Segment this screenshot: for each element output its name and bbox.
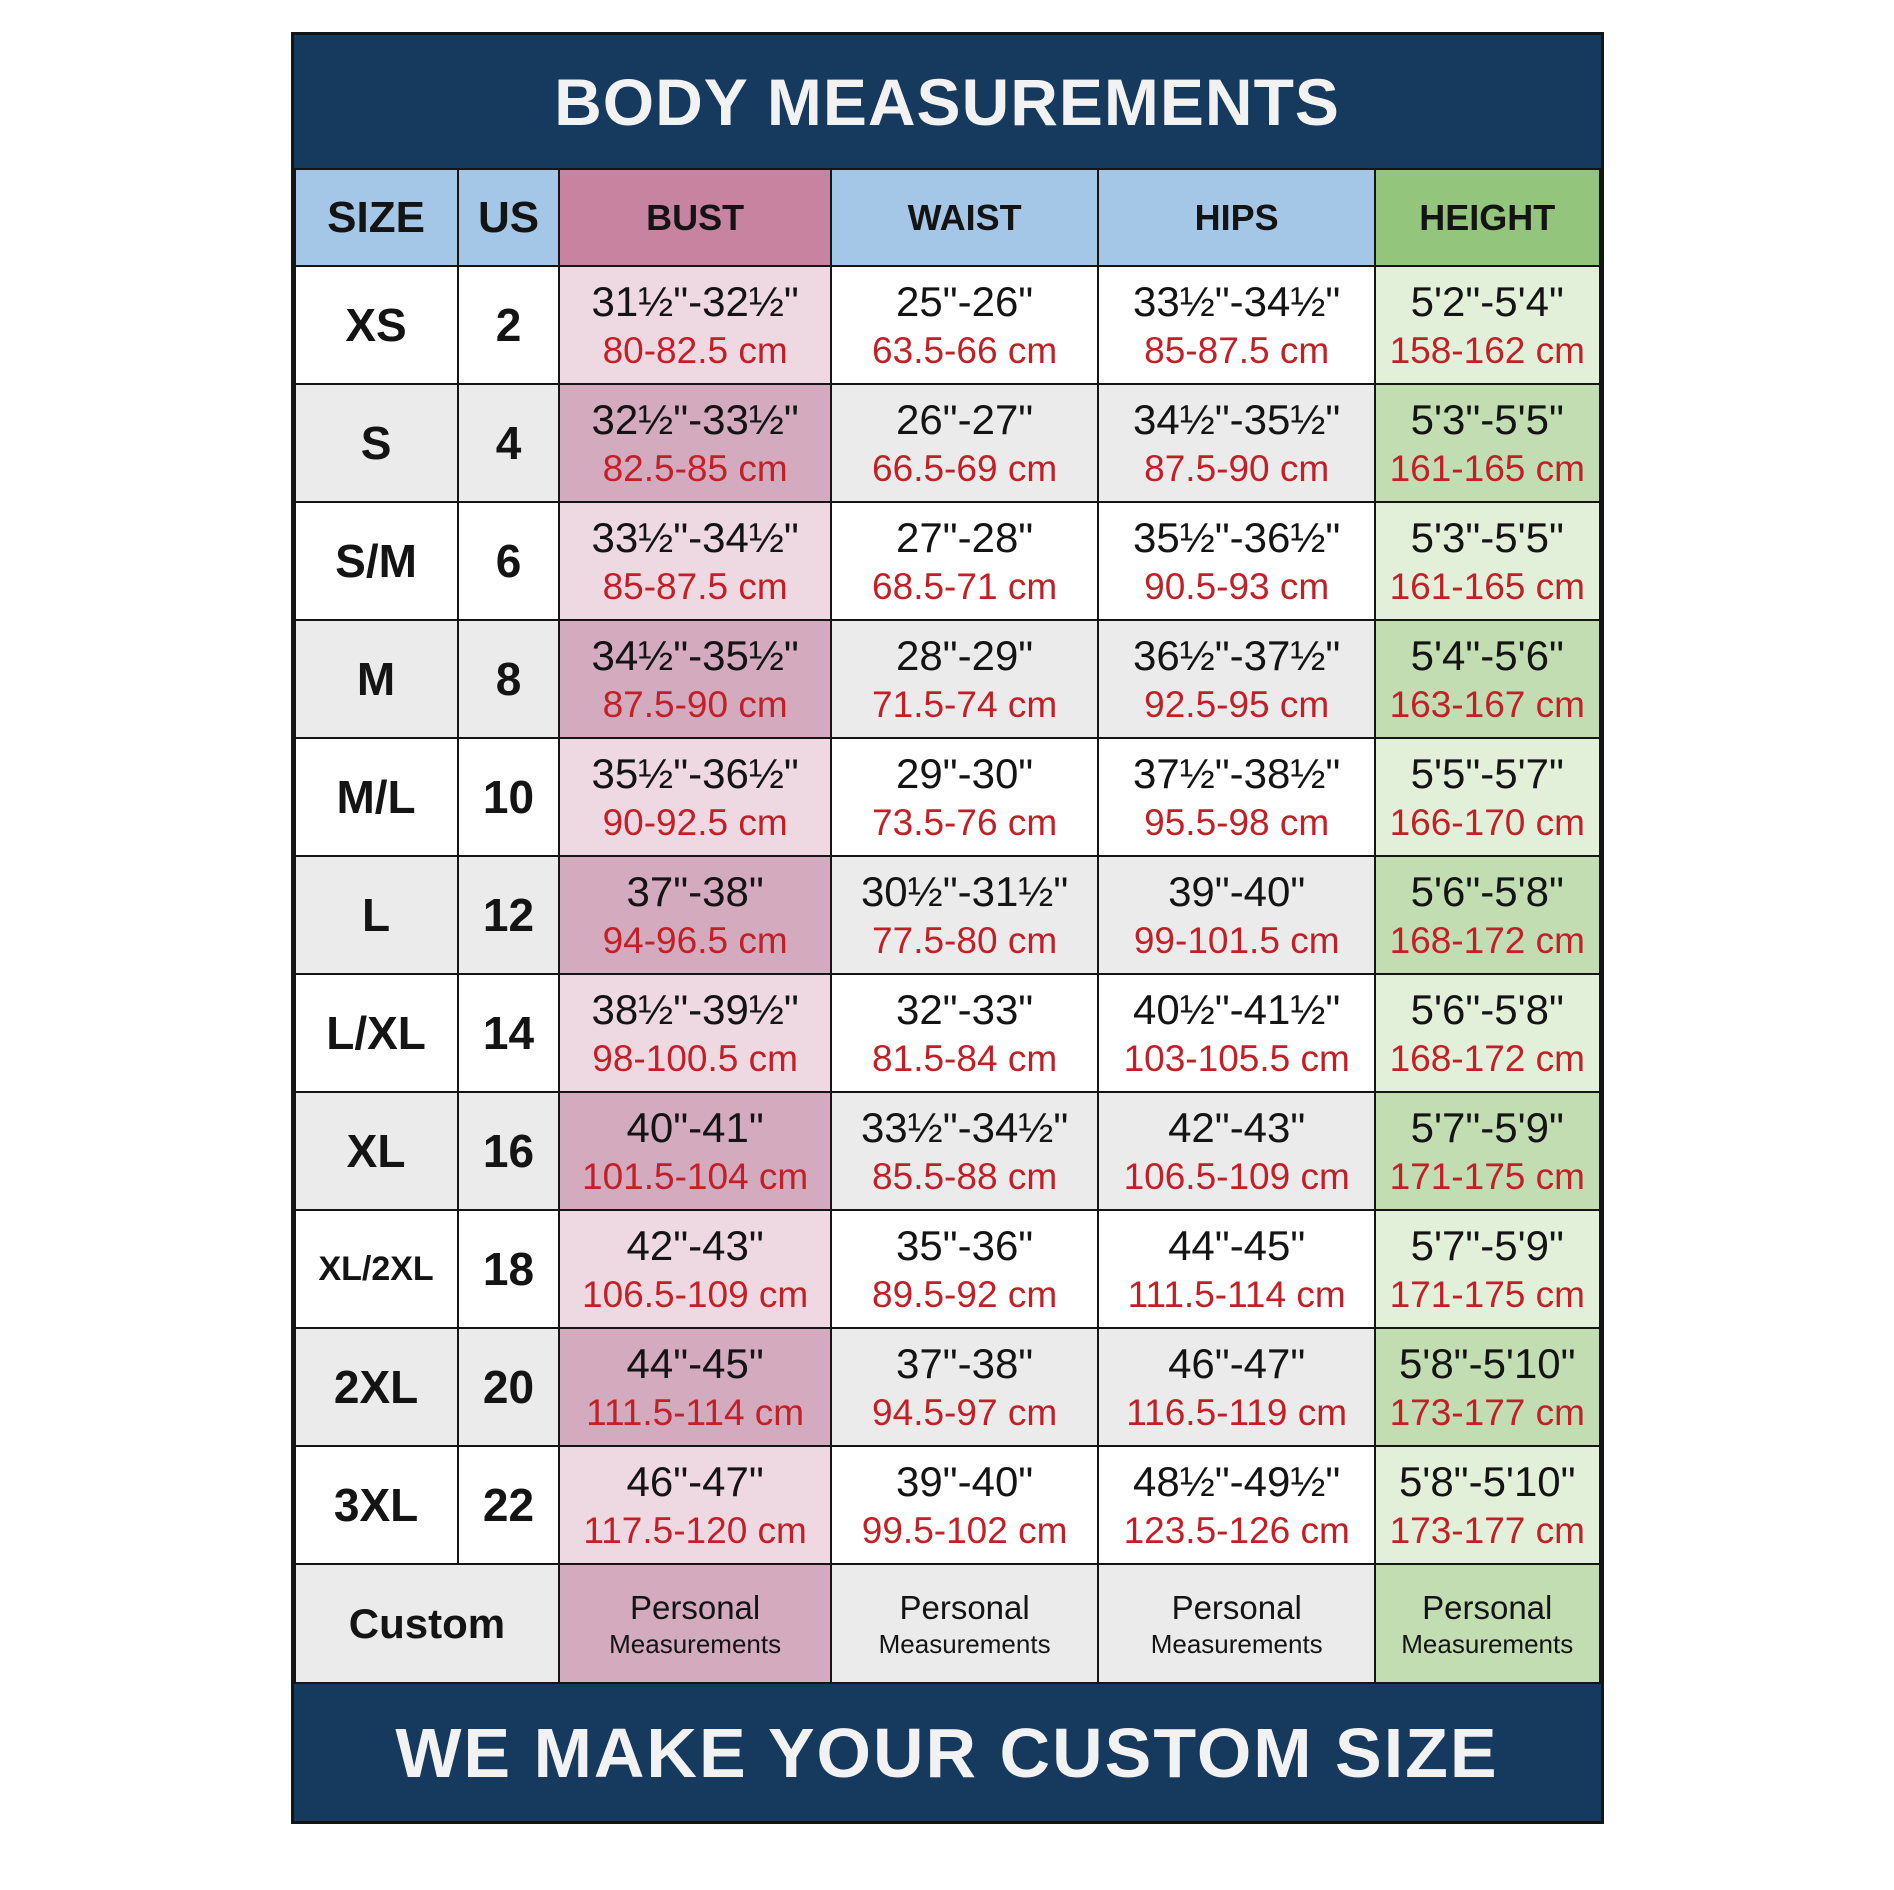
waist-cm: 89.5-92 cm: [872, 1274, 1058, 1315]
bust-cm: 106.5-109 cm: [582, 1274, 809, 1315]
footer-banner: [294, 1684, 1601, 1821]
height-cm: 161-165 cm: [1389, 566, 1585, 607]
bust-inches: 34½"-35½": [591, 631, 799, 679]
us-size-number: 12: [482, 889, 535, 941]
custom-waist-measurements: Measurements: [878, 1628, 1051, 1659]
height-cm: 171-175 cm: [1389, 1274, 1585, 1315]
table-body: [295, 266, 1600, 1564]
size-cell: [295, 1092, 458, 1210]
bust-cm: 82.5-85 cm: [602, 448, 788, 489]
hips-inches: 48½"-49½": [1133, 1457, 1341, 1505]
waist-cell: [831, 502, 1099, 620]
height-cell: [1375, 266, 1599, 384]
us-cell: [458, 384, 560, 502]
table-row: [295, 384, 1600, 502]
size-cell: [295, 266, 458, 384]
bust-cell: [559, 738, 830, 856]
waist-cm: 68.5-71 cm: [872, 566, 1058, 607]
hips-cm: 116.5-119 cm: [1126, 1392, 1348, 1433]
bust-cell: [559, 1210, 830, 1328]
waist-inches: 35"-36": [895, 1221, 1034, 1269]
size-chart: [291, 32, 1604, 1824]
height-cm: 161-165 cm: [1389, 448, 1585, 489]
waist-cell: [831, 974, 1099, 1092]
bust-cell: [559, 1446, 830, 1564]
hips-cm: 123.5-126 cm: [1123, 1510, 1350, 1551]
waist-inches: 37"-38": [895, 1339, 1034, 1387]
waist-cm: 99.5-102 cm: [861, 1510, 1068, 1551]
bust-inches: 40"-41": [626, 1103, 764, 1151]
hips-cell: [1098, 1446, 1375, 1564]
height-cm: 173-177 cm: [1389, 1510, 1585, 1551]
custom-row: [295, 1564, 1600, 1683]
column-header-bust: BUST: [559, 169, 830, 266]
size-label: M/L: [336, 771, 416, 823]
size-label: XL/2XL: [318, 1249, 434, 1288]
bust-cell: [559, 1328, 830, 1446]
hips-inches: 34½"-35½": [1133, 395, 1341, 443]
hips-cm: 87.5-90 cm: [1144, 448, 1330, 489]
us-cell: [458, 1328, 560, 1446]
table-row: [295, 502, 1600, 620]
height-inches: 5'8"-5'10": [1398, 1457, 1576, 1505]
us-cell: [458, 502, 560, 620]
waist-cell: [831, 1446, 1099, 1564]
size-label: S: [360, 417, 392, 469]
waist-inches: 28"-29": [895, 631, 1034, 679]
table-row: [295, 620, 1600, 738]
height-cm: 168-172 cm: [1389, 920, 1585, 961]
height-cm: 171-175 cm: [1389, 1156, 1585, 1197]
custom-height-personal: Personal: [1422, 1588, 1553, 1626]
us-size-number: 16: [482, 1125, 535, 1177]
hips-cm: 95.5-98 cm: [1144, 802, 1330, 843]
height-cell: [1375, 1446, 1599, 1564]
waist-cm: 94.5-97 cm: [872, 1392, 1058, 1433]
waist-cell: [831, 266, 1099, 384]
size-cell: [295, 1328, 458, 1446]
bust-cm: 80-82.5 cm: [602, 330, 788, 371]
height-cm: 173-177 cm: [1389, 1392, 1585, 1433]
bust-cell: [559, 384, 830, 502]
height-cm: 168-172 cm: [1389, 1038, 1585, 1079]
custom-label: Custom: [348, 1599, 506, 1647]
hips-inches: 35½"-36½": [1133, 513, 1341, 561]
height-cm: 163-167 cm: [1389, 684, 1585, 725]
height-cell: [1375, 856, 1599, 974]
bust-cm: 117.5-120 cm: [583, 1510, 807, 1551]
size-cell: [295, 974, 458, 1092]
custom-hips-cell: [1098, 1564, 1375, 1683]
hips-cell: [1098, 738, 1375, 856]
hips-inches: 33½"-34½": [1133, 277, 1341, 325]
us-cell: [458, 738, 560, 856]
hips-cm: 92.5-95 cm: [1144, 684, 1330, 725]
us-size-number: 10: [482, 771, 535, 823]
hips-cm: 106.5-109 cm: [1123, 1156, 1350, 1197]
bust-cm: 87.5-90 cm: [602, 684, 788, 725]
waist-cm: 73.5-76 cm: [872, 802, 1058, 843]
waist-cm: 81.5-84 cm: [872, 1038, 1058, 1079]
size-cell: [295, 620, 458, 738]
bust-cm: 85-87.5 cm: [602, 566, 788, 607]
column-header-row: [295, 169, 1600, 266]
size-label: XS: [345, 299, 407, 351]
waist-cell: [831, 384, 1099, 502]
bust-inches: 38½"-39½": [591, 985, 799, 1033]
size-label: L: [362, 889, 391, 941]
custom-hips-measurements: Measurements: [1150, 1628, 1323, 1659]
us-size-number: 22: [482, 1479, 535, 1531]
height-inches: 5'7"-5'9": [1410, 1221, 1564, 1269]
waist-inches: 30½"-31½": [860, 867, 1069, 915]
table-row: [295, 974, 1600, 1092]
us-size-number: 20: [482, 1361, 535, 1413]
size-cell: [295, 856, 458, 974]
hips-cm: 99-101.5 cm: [1133, 920, 1340, 961]
us-cell: [458, 856, 560, 974]
height-cm: 158-162 cm: [1389, 330, 1585, 371]
hips-cell: [1098, 1210, 1375, 1328]
hips-inches: 37½"-38½": [1133, 749, 1341, 797]
table-row: [295, 856, 1600, 974]
bust-inches: 37"-38": [626, 867, 764, 915]
height-cell: [1375, 384, 1599, 502]
custom-waist-personal: Personal: [899, 1588, 1030, 1626]
waist-inches: 27"-28": [895, 513, 1034, 561]
height-cm: 166-170 cm: [1389, 802, 1585, 843]
bust-inches: 35½"-36½": [591, 749, 799, 797]
bust-cm: 90-92.5 cm: [602, 802, 788, 843]
table-row: [295, 1446, 1600, 1564]
waist-cell: [831, 856, 1099, 974]
bust-cell: [559, 1092, 830, 1210]
height-inches: 5'3"-5'5": [1410, 395, 1564, 443]
size-label: 3XL: [333, 1479, 419, 1531]
size-label: 2XL: [333, 1361, 419, 1413]
bust-cell: [559, 974, 830, 1092]
us-cell: [458, 620, 560, 738]
bust-cell: [559, 502, 830, 620]
waist-cell: [831, 1328, 1099, 1446]
size-cell: [295, 502, 458, 620]
height-inches: 5'5"-5'7": [1410, 749, 1564, 797]
hips-cell: [1098, 502, 1375, 620]
hips-cell: [1098, 856, 1375, 974]
table-row: [295, 1092, 1600, 1210]
bust-cm: 98-100.5 cm: [592, 1038, 798, 1079]
table-row: [295, 266, 1600, 384]
height-inches: 5'3"-5'5": [1410, 513, 1564, 561]
bust-cell: [559, 856, 830, 974]
hips-inches: 44"-45": [1168, 1221, 1306, 1269]
table-row: [295, 738, 1600, 856]
us-size-number: 8: [495, 653, 522, 705]
chart-title-banner: [294, 35, 1601, 168]
us-cell: [458, 1092, 560, 1210]
chart-title: BODY MEASUREMENTS: [554, 64, 1340, 139]
table-row: [295, 1210, 1600, 1328]
us-size-number: 14: [482, 1007, 535, 1059]
us-size-number: 6: [495, 535, 522, 587]
custom-row-body: [295, 1564, 1600, 1683]
column-header-waist: WAIST: [831, 169, 1099, 266]
height-inches: 5'6"-5'8": [1410, 867, 1564, 915]
custom-bust-measurements: Measurements: [609, 1628, 782, 1659]
bust-inches: 44"-45": [626, 1339, 764, 1387]
height-inches: 5'2"-5'4": [1410, 277, 1564, 325]
waist-cm: 63.5-66 cm: [872, 330, 1058, 371]
hips-cm: 111.5-114 cm: [1127, 1274, 1346, 1315]
height-cell: [1375, 738, 1599, 856]
height-cell: [1375, 620, 1599, 738]
column-header-height: HEIGHT: [1375, 169, 1599, 266]
size-label: XL: [346, 1125, 406, 1177]
custom-bust-personal: Personal: [630, 1588, 761, 1626]
size-label: S/M: [335, 535, 417, 587]
bust-inches: 42"-43": [626, 1221, 764, 1269]
bust-cm: 101.5-104 cm: [582, 1156, 809, 1197]
bust-inches: 32½"-33½": [591, 395, 799, 443]
size-label: L/XL: [326, 1007, 426, 1059]
hips-inches: 42"-43": [1168, 1103, 1306, 1151]
height-cell: [1375, 1328, 1599, 1446]
hips-inches: 40½"-41½": [1133, 985, 1341, 1033]
waist-inches: 32"-33": [895, 985, 1034, 1033]
hips-inches: 36½"-37½": [1133, 631, 1341, 679]
us-size-number: 18: [482, 1243, 535, 1295]
height-inches: 5'6"-5'8": [1410, 985, 1564, 1033]
waist-cm: 85.5-88 cm: [872, 1156, 1058, 1197]
waist-cell: [831, 620, 1099, 738]
size-label: M: [356, 653, 396, 705]
bust-inches: 33½"-34½": [591, 513, 799, 561]
waist-cell: [831, 738, 1099, 856]
hips-cell: [1098, 1328, 1375, 1446]
size-cell: [295, 738, 458, 856]
custom-size-cell: [295, 1564, 560, 1683]
hips-cell: [1098, 1092, 1375, 1210]
hips-cell: [1098, 974, 1375, 1092]
size-cell: [295, 1446, 458, 1564]
hips-cm: 103-105.5 cm: [1123, 1038, 1350, 1079]
waist-cell: [831, 1210, 1099, 1328]
height-inches: 5'4"-5'6": [1410, 631, 1564, 679]
waist-inches: 26"-27": [895, 395, 1034, 443]
waist-inches: 39"-40": [895, 1457, 1034, 1505]
height-cell: [1375, 1210, 1599, 1328]
hips-cell: [1098, 266, 1375, 384]
bust-inches: 31½"-32½": [591, 277, 799, 325]
us-size-number: 4: [495, 417, 522, 469]
column-header-hips: HIPS: [1098, 169, 1375, 266]
waist-cm: 71.5-74 cm: [872, 684, 1058, 725]
height-cell: [1375, 1092, 1599, 1210]
size-cell: [295, 384, 458, 502]
height-inches: 5'7"-5'9": [1410, 1103, 1564, 1151]
waist-cm: 66.5-69 cm: [872, 448, 1058, 489]
waist-cell: [831, 1092, 1099, 1210]
us-cell: [458, 974, 560, 1092]
bust-cm: 94-96.5 cm: [602, 920, 788, 961]
custom-hips-personal: Personal: [1171, 1588, 1302, 1626]
us-cell: [458, 1446, 560, 1564]
waist-inches: 29"-30": [895, 749, 1034, 797]
column-header-size: SIZE: [295, 169, 458, 266]
waist-inches: 33½"-34½": [860, 1103, 1069, 1151]
us-cell: [458, 266, 560, 384]
us-size-number: 2: [495, 299, 522, 351]
hips-inches: 39"-40": [1168, 867, 1306, 915]
waist-cm: 77.5-80 cm: [872, 920, 1058, 961]
hips-cell: [1098, 384, 1375, 502]
us-cell: [458, 1210, 560, 1328]
height-cell: [1375, 502, 1599, 620]
height-inches: 5'8"-5'10": [1398, 1339, 1576, 1387]
hips-cell: [1098, 620, 1375, 738]
size-cell: [295, 1210, 458, 1328]
waist-inches: 25"-26": [895, 277, 1034, 325]
column-header-us: US: [458, 169, 560, 266]
bust-cm: 111.5-114 cm: [586, 1392, 805, 1433]
hips-cm: 90.5-93 cm: [1144, 566, 1330, 607]
bust-cell: [559, 620, 830, 738]
bust-inches: 46"-47": [626, 1457, 764, 1505]
custom-height-cell: [1375, 1564, 1599, 1683]
table-row: [295, 1328, 1600, 1446]
custom-waist-cell: [831, 1564, 1099, 1683]
hips-inches: 46"-47": [1168, 1339, 1306, 1387]
hips-cm: 85-87.5 cm: [1144, 330, 1330, 371]
height-cell: [1375, 974, 1599, 1092]
bust-cell: [559, 266, 830, 384]
custom-bust-cell: [559, 1564, 830, 1683]
measurements-table: [294, 168, 1601, 1684]
footer-text: WE MAKE YOUR CUSTOM SIZE: [395, 1713, 1499, 1792]
custom-height-measurements: Measurements: [1401, 1628, 1574, 1659]
